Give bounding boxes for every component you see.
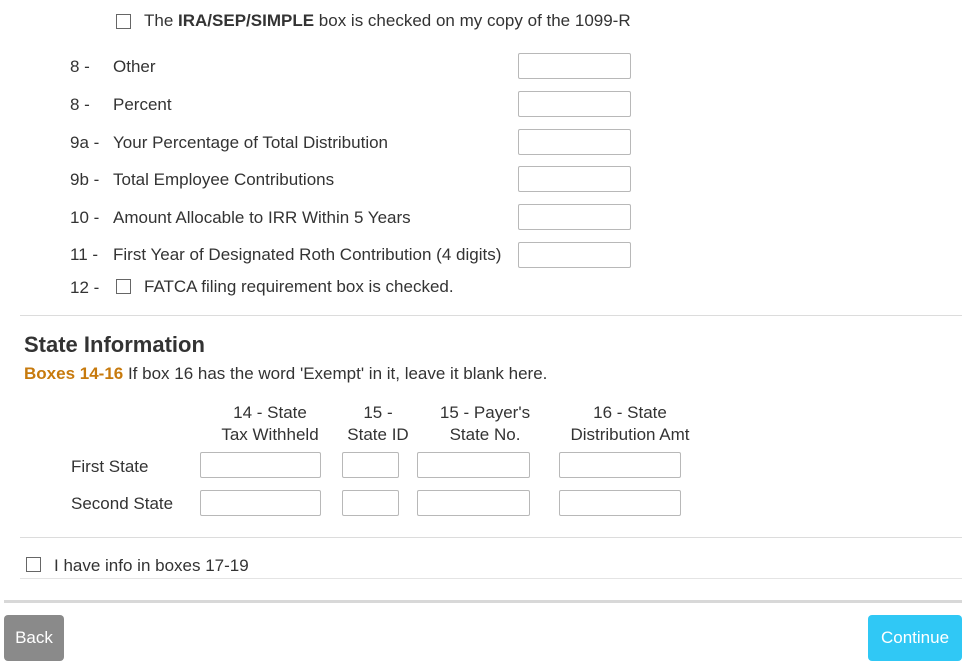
box-8-percent-input[interactable] <box>518 91 631 117</box>
col-header-state-distribution-amt: 16 - State Distribution Amt <box>570 403 690 444</box>
box-9b-number: 9b - <box>70 170 100 189</box>
box-9a-input[interactable] <box>518 129 631 155</box>
first-state-distribution-amt-input[interactable] <box>559 452 681 478</box>
footer-divider <box>4 600 962 603</box>
fatca-label: FATCA filing requirement box is checked. <box>144 277 454 296</box>
box-11-input[interactable] <box>518 242 631 268</box>
state-boxes-label: Boxes 14-16 <box>24 364 124 383</box>
ira-sep-simple-label <box>144 11 631 31</box>
box-10-number: 10 - <box>70 208 100 227</box>
box-10-label: Amount Allocable to IRR Within 5 Years <box>113 208 411 227</box>
ira-label-prefix: The <box>144 11 179 30</box>
box-8-percent-number: 8 - <box>70 95 90 114</box>
second-state-id-input[interactable] <box>342 490 399 516</box>
box-8-percent-label: Percent <box>113 95 172 114</box>
box-11-number: 11 - <box>70 245 99 264</box>
box-10-input[interactable] <box>518 204 631 230</box>
box-8-other-number: 8 - <box>70 57 90 76</box>
second-state-payer-state-no-input[interactable] <box>417 490 530 516</box>
ira-label-suffix: box is checked on my copy of the 1099-R <box>314 11 631 30</box>
col-header-state-tax-withheld: 14 - State Tax Withheld <box>221 403 319 444</box>
box-8-other-label: Other <box>113 57 156 76</box>
first-state-label: First State <box>71 457 149 476</box>
col-header-payer-state-no: 15 - Payer's State No. <box>439 403 531 444</box>
footer-divider-thin <box>20 578 962 579</box>
box-9a-number: 9a - <box>70 133 100 152</box>
box-9b-input[interactable] <box>518 166 631 192</box>
state-note-text: If box 16 has the word 'Exempt' in it, leave it blank here. <box>123 364 548 383</box>
continue-button[interactable]: Continue <box>868 615 962 661</box>
box-8-other-input[interactable] <box>518 53 631 79</box>
state-info-title: State Information <box>24 332 205 357</box>
box-9a-label: Your Percentage of Total Distribution <box>113 133 389 152</box>
state-divider <box>20 537 962 538</box>
back-button[interactable]: Back <box>4 615 64 661</box>
second-state-tax-withheld-input[interactable] <box>200 490 321 516</box>
box-11-label: First Year of Designated Roth Contribution (4 digits) <box>113 245 502 264</box>
section-divider <box>20 315 962 316</box>
state-info-note <box>24 364 547 384</box>
first-state-tax-withheld-input[interactable] <box>200 452 321 478</box>
info-17-19-checkbox[interactable] <box>26 557 41 572</box>
box-9b-label: Total Employee Contributions <box>113 170 335 189</box>
first-state-id-input[interactable] <box>342 452 399 478</box>
ira-sep-simple-checkbox[interactable] <box>116 14 131 29</box>
ira-label-bold: IRA/SEP/SIMPLE <box>178 11 315 30</box>
second-state-label: Second State <box>71 494 174 513</box>
fatca-checkbox[interactable] <box>116 279 131 294</box>
col-header-state-id: 15 - State ID <box>347 403 409 444</box>
second-state-distribution-amt-input[interactable] <box>559 490 681 516</box>
info-17-19-label: I have info in boxes 17-19 <box>54 556 249 575</box>
box-12-number: 12 - <box>70 278 100 297</box>
first-state-payer-state-no-input[interactable] <box>417 452 530 478</box>
